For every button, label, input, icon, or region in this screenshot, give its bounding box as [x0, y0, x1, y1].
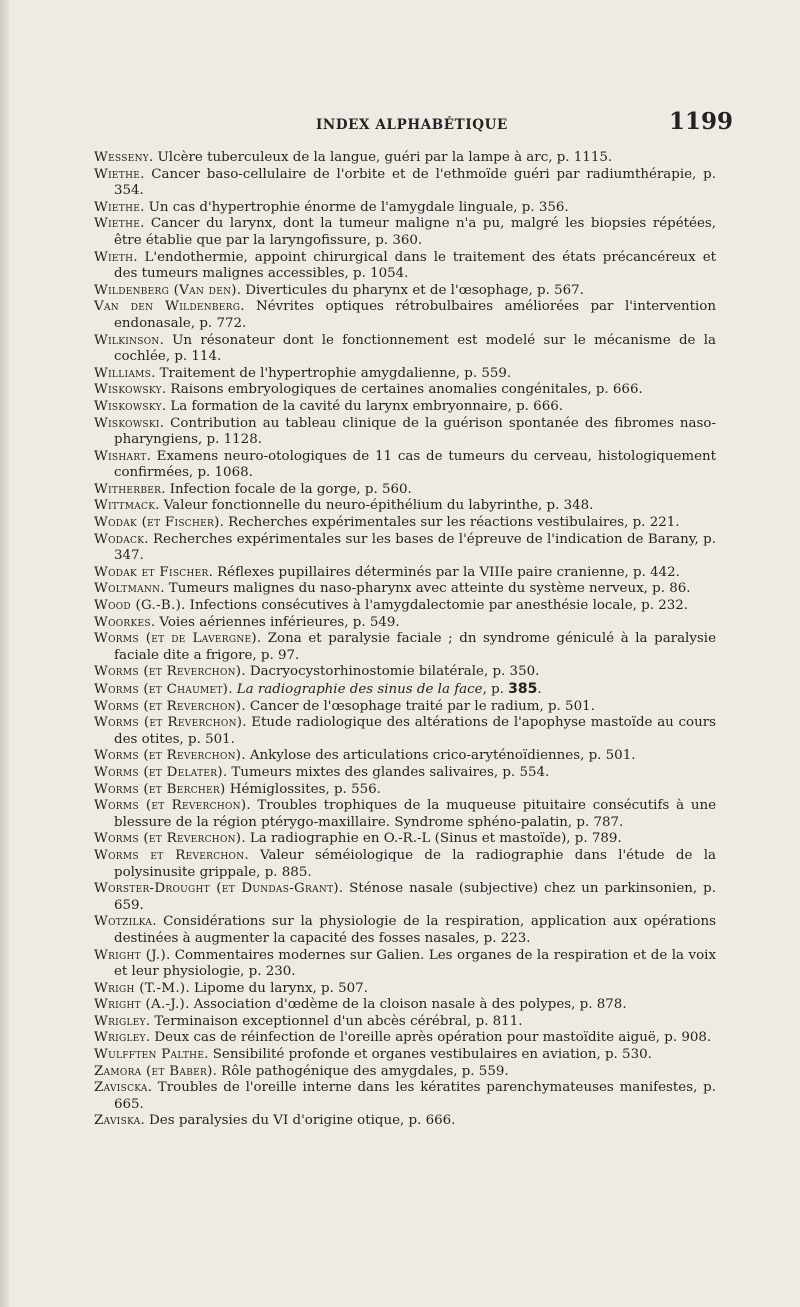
entry-text: . Valeur fonctionnelle du neuro-épithélium du labyrinthe, p. 348.: [155, 498, 594, 514]
entry-text: . Etude radiologique des altérations de l'apophyse mastoïde au cours des otites, p. 501.: [114, 715, 716, 747]
index-entry: [94, 699, 716, 716]
entry-text-end: .: [537, 682, 542, 697]
entry-text: . Un cas d'hypertrophie énorme de l'amygdale linguale, p. 356.: [140, 199, 569, 215]
entry-text: . La radiographie en O.-R.-L (Sinus et mastoïde), p. 789.: [241, 831, 622, 847]
entry-author: Wright (A.-J.): [94, 997, 186, 1013]
entry-text: . Ankylose des articulations crico-aryténoïdiennes, p. 501.: [241, 748, 636, 764]
index-entry: [94, 681, 716, 699]
entry-text: . Dacryocystorhinostomie bilatérale, p. 350.: [241, 664, 540, 680]
entry-text-after: , p.: [482, 682, 509, 697]
entry-author: Worms (et Delater): [94, 764, 223, 780]
entry-author: Wiethe: [94, 166, 141, 182]
index-entry: [94, 997, 716, 1014]
entry-author: Witherber: [94, 481, 162, 497]
entry-author: Wittmack: [94, 498, 156, 514]
entry-text: . Recherches expérimentales sur les réactions vestibulaires, p. 221.: [219, 515, 680, 531]
entry-author: Wishart: [94, 448, 147, 464]
index-entry: [94, 1080, 716, 1113]
entry-author: Wulfften Palthe: [94, 1047, 205, 1063]
entry-author: Wodak (et Fischer): [94, 515, 220, 531]
entry-text: . Réflexes pupillaires déterminés par la VIIIe paire cranienne, p. 442.: [208, 564, 680, 580]
index-entry: [94, 565, 716, 582]
entry-author: Wesseny: [94, 150, 149, 165]
entry-author: Worms (et Reverchon): [94, 798, 247, 814]
entry-text: . Sensibilité profonde et organes vestibulaires en aviation, p. 530.: [204, 1047, 652, 1063]
entry-author: Worster-Drought (et Dundas-Grant): [94, 881, 339, 897]
index-entry: [94, 1030, 716, 1047]
entry-text: . Des paralysies du VI d'origine otique, p. 666.: [140, 1113, 456, 1129]
entry-author: Wright (J.): [94, 947, 166, 963]
index-entry: [94, 748, 716, 765]
entry-author: Zaviscka: [94, 1080, 148, 1096]
index-entry: [94, 782, 716, 799]
entry-text: . Commentaires modernes sur Galien. Les organes de la respiration et de la voix et leur physiologie, p. 230.: [114, 947, 716, 980]
index-entry: [94, 1113, 716, 1130]
entry-author: Wrigley: [94, 1030, 146, 1046]
index-entry: [94, 449, 716, 482]
index-entry: [94, 981, 716, 998]
entry-author: Wood (G.-B.): [94, 598, 182, 614]
index-entry: [94, 914, 716, 947]
index-entry: [94, 615, 716, 632]
entry-page-ref: 385: [508, 681, 538, 697]
entry-author: Wiskowski: [94, 415, 160, 431]
entry-author: Worms (et Reverchon): [94, 698, 242, 714]
entry-author: Wieth: [94, 249, 134, 265]
page-number: 1199: [669, 108, 734, 135]
entry-text: . Sténose nasale (subjective) chez un parkinsonien, p. 659.: [114, 881, 716, 913]
index-entry: [94, 416, 716, 449]
entry-author: Wrigley: [94, 1013, 146, 1029]
entry-author: Worms (et Chaumet): [94, 682, 229, 697]
entry-author: Wiethe: [94, 216, 141, 232]
index-entry: [94, 598, 716, 615]
index-entry: [94, 283, 716, 300]
index-entry: [94, 1014, 716, 1031]
page-binding-edge: [0, 0, 9, 1307]
entry-text: . Cancer baso-cellulaire de l'orbite et de l'ethmoïde guéri par radiumthérapie, p. 354.: [114, 166, 716, 199]
entry-author: Van den Wildenberg: [94, 299, 241, 315]
page-header: [0, 108, 800, 136]
entry-author: Worms (et Reverchon): [94, 664, 242, 680]
index-entry: [94, 482, 716, 499]
entry-author: Worms (et de Lavergne): [94, 631, 257, 647]
index-entry: [94, 631, 716, 664]
entry-text: . Contribution au tableau clinique de la guérison spontanée des fibromes naso-pharyngiens, p. 1128.: [114, 415, 716, 448]
entry-author: Worms (et Reverchon): [94, 715, 243, 731]
entry-text: . Valeur séméiologique de la radiographie dans l'étude de la polysinusite grippale, p. 885.: [114, 847, 716, 880]
entry-text: . Troubles trophiques de la muqueuse pituitaire consécutifs à une blessure de la région ptérygo-maxillaire. Syndrome sphéno-palatin, p. 787.: [114, 798, 716, 830]
index-entry: [94, 167, 716, 200]
index-entry: [94, 366, 716, 383]
entry-author: Williams: [94, 365, 152, 381]
entry-author: Wildenberg (Van den): [94, 282, 237, 298]
entry-author: Worms (et Reverchon): [94, 748, 242, 764]
index-entry: [94, 250, 716, 283]
entry-text: . Tumeurs mixtes des glandes salivaires, p. 554.: [222, 764, 550, 780]
index-entry: [94, 848, 716, 881]
entry-text: . Ulcère tuberculeux de la langue, guéri par la lampe à arc, p. 1115.: [149, 150, 613, 165]
entry-author: Worms et Reverchon: [94, 847, 245, 863]
entry-text: . Névrites optiques rétrobulbaires améliorées par l'intervention endonasale, p. 772.: [114, 299, 716, 331]
index-entry: [94, 1064, 716, 1081]
entry-text: . Examens neuro-otologiques de 11 cas de tumeurs du cerveau, histologiquement confirmées, p. 1068.: [114, 448, 716, 481]
index-entry: [94, 498, 716, 515]
entry-text: . Voies aériennes inférieures, p. 549.: [150, 614, 400, 630]
entry-text: . Un résonateur dont le fonctionnement est modelé sur le mécanisme de la cochlée, p. 114.: [114, 332, 716, 365]
entry-text: . Traitement de l'hypertrophie amygdalienne, p. 559.: [151, 365, 512, 381]
entry-author: Woorkes: [94, 614, 151, 630]
index-entry: [94, 299, 716, 332]
running-title: INDEX ALPHABÉTIQUE: [316, 117, 508, 133]
index-entry: [94, 881, 716, 914]
index-entries: [94, 150, 716, 1130]
entry-text: . Deux cas de réinfection de l'oreille après opération pour mastoïdite aiguë, p. 908.: [145, 1030, 712, 1046]
entry-text: . Troubles de l'oreille interne dans les kératites parenchymateuses manifestes, p. 665.: [114, 1080, 716, 1112]
entry-text: . Zona et paralysie faciale ; dn syndrome géniculé à la paralysie faciale dite a frigore, p. 97.: [114, 631, 716, 663]
entry-author: Wiskowsky: [94, 382, 162, 398]
entry-author: Woltmann: [94, 581, 161, 597]
index-entry: [94, 382, 716, 399]
entry-text: . Association d'œdème de la cloison nasale à des polypes, p. 878.: [185, 997, 627, 1013]
entry-title-italic: La radiographie des sinus de la face: [236, 682, 483, 697]
entry-text: . Cancer du larynx, dont la tumeur maligne n'a pu, malgré les biopsies répétées, être établie que par la laryngofissure, p. 360.: [114, 216, 716, 248]
entry-text: . L'endothermie, appoint chirurgical dans le traitement des états précancéreux et des tumeurs malignes accessibles, p. 1054.: [114, 249, 716, 282]
entry-author: Zamora (et Baber): [94, 1063, 213, 1079]
index-entry: [94, 948, 716, 981]
index-entry: [94, 1047, 716, 1064]
index-entry: [94, 150, 716, 167]
index-entry: [94, 765, 716, 782]
entry-text: . Rôle pathogénique des amygdales, p. 559.: [212, 1063, 509, 1079]
entry-text: . Diverticules du pharynx et de l'œsophage, p. 567.: [236, 282, 584, 298]
entry-author: Wotzilka: [94, 914, 153, 930]
entry-text: . Recherches expérimentales sur les bases de l'épreuve de l'indication de Barany, p. 347.: [114, 531, 716, 564]
entry-text: . Terminaison exceptionnel d'un abcès cérébral, p. 811.: [145, 1013, 523, 1029]
entry-text: . Cancer de l'œsophage traité par le radium, p. 501.: [241, 698, 595, 714]
entry-author: Wodack: [94, 531, 145, 547]
entry-text: . La formation de la cavité du larynx embryonnaire, p. 666.: [161, 398, 564, 414]
entry-text: . Considérations sur la physiologie de la respiration, application aux opérations destinées à augmenter la capacité des fosses nasales, p. 223.: [114, 914, 716, 946]
index-entry: [94, 715, 716, 748]
entry-text: . Lipome du larynx, p. 507.: [185, 980, 368, 996]
entry-text: . Raisons embryologiques de certaines anomalies congénitales, p. 666.: [161, 382, 643, 398]
entry-text: .: [228, 682, 237, 697]
index-entry: [94, 216, 716, 249]
index-entry: [94, 515, 716, 532]
index-entry: [94, 664, 716, 681]
entry-text: . Tumeurs malignes du naso-pharynx avec atteinte du système nerveux, p. 86.: [160, 581, 691, 597]
index-entry: [94, 333, 716, 366]
entry-author: Wilkinson: [94, 332, 160, 348]
entry-author: Wiskowsky: [94, 398, 162, 414]
entry-author: Wiethe: [94, 199, 141, 215]
index-entry: [94, 200, 716, 217]
index-entry: [94, 831, 716, 848]
entry-author: Worms (et Reverchon): [94, 831, 242, 847]
index-entry: [94, 399, 716, 416]
index-entry: [94, 581, 716, 598]
entry-text: Hémiglossites, p. 556.: [225, 781, 381, 797]
entry-author: Wrigh (T.-M.): [94, 980, 186, 996]
entry-author: Wodak et Fischer: [94, 564, 209, 580]
entry-author: Zaviska: [94, 1113, 141, 1129]
index-entry: [94, 798, 716, 831]
entry-author: Worms (et Bercher): [94, 781, 226, 797]
entry-text: . Infections consécutives à l'amygdalectomie par anesthésie locale, p. 232.: [181, 598, 689, 614]
index-entry: [94, 532, 716, 565]
entry-text: . Infection focale de la gorge, p. 560.: [161, 481, 412, 497]
